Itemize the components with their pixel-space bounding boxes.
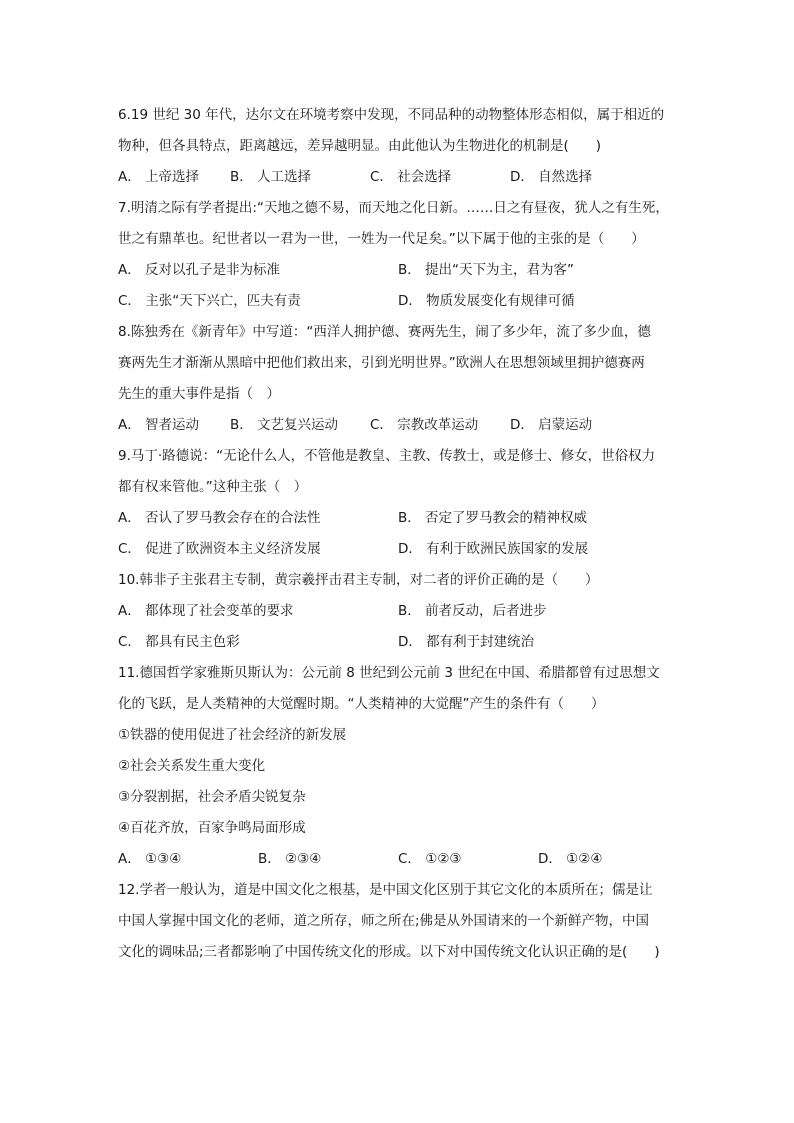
option-a: A． 否认了罗马教会存在的合法性 xyxy=(118,510,321,526)
question-10-line-1: 10.韩非子主张君主专制，黄宗羲抨击君主专制，对二者的评价正确的是（ ） xyxy=(118,572,599,588)
option-b: B． 前者反动，后者进步 xyxy=(398,603,547,619)
question-11-item-3: ③分裂割据，社会矛盾尖锐复杂 xyxy=(118,789,306,805)
option-a: A． 反对以孔子是非为标准 xyxy=(118,262,281,278)
question-11-line-2: 化的飞跃，是人类精神的大觉醒时期。“人类精神的大觉醒”产生的条件有（ ） xyxy=(118,696,605,712)
option-c: C． 主张“天下兴亡，匹夫有责 xyxy=(118,293,301,309)
question-11-line-1: 11.德国哲学家雅斯贝斯认为：公元前 8 世纪到公元前 3 世纪在中国、希腊都曾有过思想文 xyxy=(118,665,660,681)
option-d: D． 启蒙运动 xyxy=(510,417,593,433)
question-7-line-1: 7.明清之际有学者提出:“天地之德不易，而天地之化日新。……日之有昼夜，犹人之有生死， xyxy=(118,200,669,216)
option-d: D． 有利于欧洲民族国家的发展 xyxy=(398,541,589,557)
question-10-options-row-1 xyxy=(118,596,684,627)
option-c: C． 都具有民主色彩 xyxy=(118,634,240,650)
question-11-item-2: ②社会关系发生重大变化 xyxy=(118,758,266,774)
option-c: C． 宗教改革运动 xyxy=(370,417,479,433)
option-c: C． 促进了欧洲资本主义经济发展 xyxy=(118,541,321,557)
question-9-line-1: 9.马丁·路德说：“无论什么人，不管他是教皇、主教、传教士，或是修士、修女，世俗权力 xyxy=(118,448,656,464)
question-7-options-row-2 xyxy=(118,286,684,317)
option-a: A． ①③④ xyxy=(118,851,182,867)
question-12 xyxy=(118,875,684,968)
option-a: A． 智者运动 xyxy=(118,417,200,433)
option-b: B． ②③④ xyxy=(258,851,322,867)
question-6-line-2: 物种，但各具特点，距离越远，差异越明显。由此他认为生物进化的机制是( ) xyxy=(118,138,602,154)
question-8-line-1: 8.陈独秀在《新青年》中写道：“西洋人拥护德、赛两先生，闹了多少年，流了多少血，德 xyxy=(118,324,651,340)
question-12-line-1: 12.学者一般认为，道是中国文化之根基，是中国文化区别于其它文化的本质所在；儒是让 xyxy=(118,882,653,898)
question-7-line-2: 世之有鼎革也。纪世者以一君为一世，一姓为一代足矣。”以下属于他的主张的是（ ） xyxy=(118,231,645,247)
question-12-line-3: 文化的调味品;三者都影响了中国传统文化的形成。以下对中国传统文化认识正确的是( ) xyxy=(118,944,660,960)
question-12-line-2: 中国人掌握中国文化的老师，道之所存，师之所在;佛是从外国请来的一个新鲜产物，中国 xyxy=(118,913,650,929)
option-d: D． 物质发展变化有规律可循 xyxy=(398,293,575,309)
option-b: B． 提出“天下为主，君为客” xyxy=(398,262,575,278)
option-b: B． 文艺复兴运动 xyxy=(230,417,339,433)
question-list xyxy=(118,100,684,968)
question-7 xyxy=(118,193,684,317)
question-8-line-3: 先生的重大事件是指（ ） xyxy=(118,386,280,402)
option-d: D． ①②④ xyxy=(538,851,603,867)
option-a: A． 上帝选择 xyxy=(118,169,200,185)
option-b: B． 否定了罗马教会的精神权威 xyxy=(398,510,588,526)
question-8-options xyxy=(118,410,684,441)
question-9-line-2: 都有权来管他。”这种主张（ ） xyxy=(118,479,308,495)
question-10-options-row-2 xyxy=(118,627,684,658)
question-11-item-1: ①铁器的使用促进了社会经济的新发展 xyxy=(118,727,347,743)
option-d: D． 都有利于封建统治 xyxy=(398,634,535,650)
question-8 xyxy=(118,317,684,441)
question-11-item-4: ④百花齐放，百家争鸣局面形成 xyxy=(118,820,306,836)
question-11-options xyxy=(118,844,684,875)
option-c: C． 社会选择 xyxy=(370,169,452,185)
option-a: A． 都体现了社会变革的要求 xyxy=(118,603,294,619)
question-6-options xyxy=(118,162,684,193)
question-8-line-2: 赛两先生才渐渐从黑暗中把他们救出来，引到光明世界。”欧洲人在思想领域里拥护德赛两 xyxy=(118,355,645,371)
question-6-line-1: 6.19 世纪 30 年代，达尔文在环境考察中发现，不同品种的动物整体形态相似，属于相近的 xyxy=(118,107,665,123)
question-7-options-row-1 xyxy=(118,255,684,286)
question-10 xyxy=(118,565,684,658)
option-b: B． 人工选择 xyxy=(230,169,312,185)
question-9 xyxy=(118,441,684,565)
question-6 xyxy=(118,100,684,193)
option-d: D． 自然选择 xyxy=(510,169,593,185)
question-9-options-row-1 xyxy=(118,503,684,534)
option-c: C． ①②③ xyxy=(398,851,462,867)
question-9-options-row-2 xyxy=(118,534,684,565)
question-11 xyxy=(118,658,684,875)
